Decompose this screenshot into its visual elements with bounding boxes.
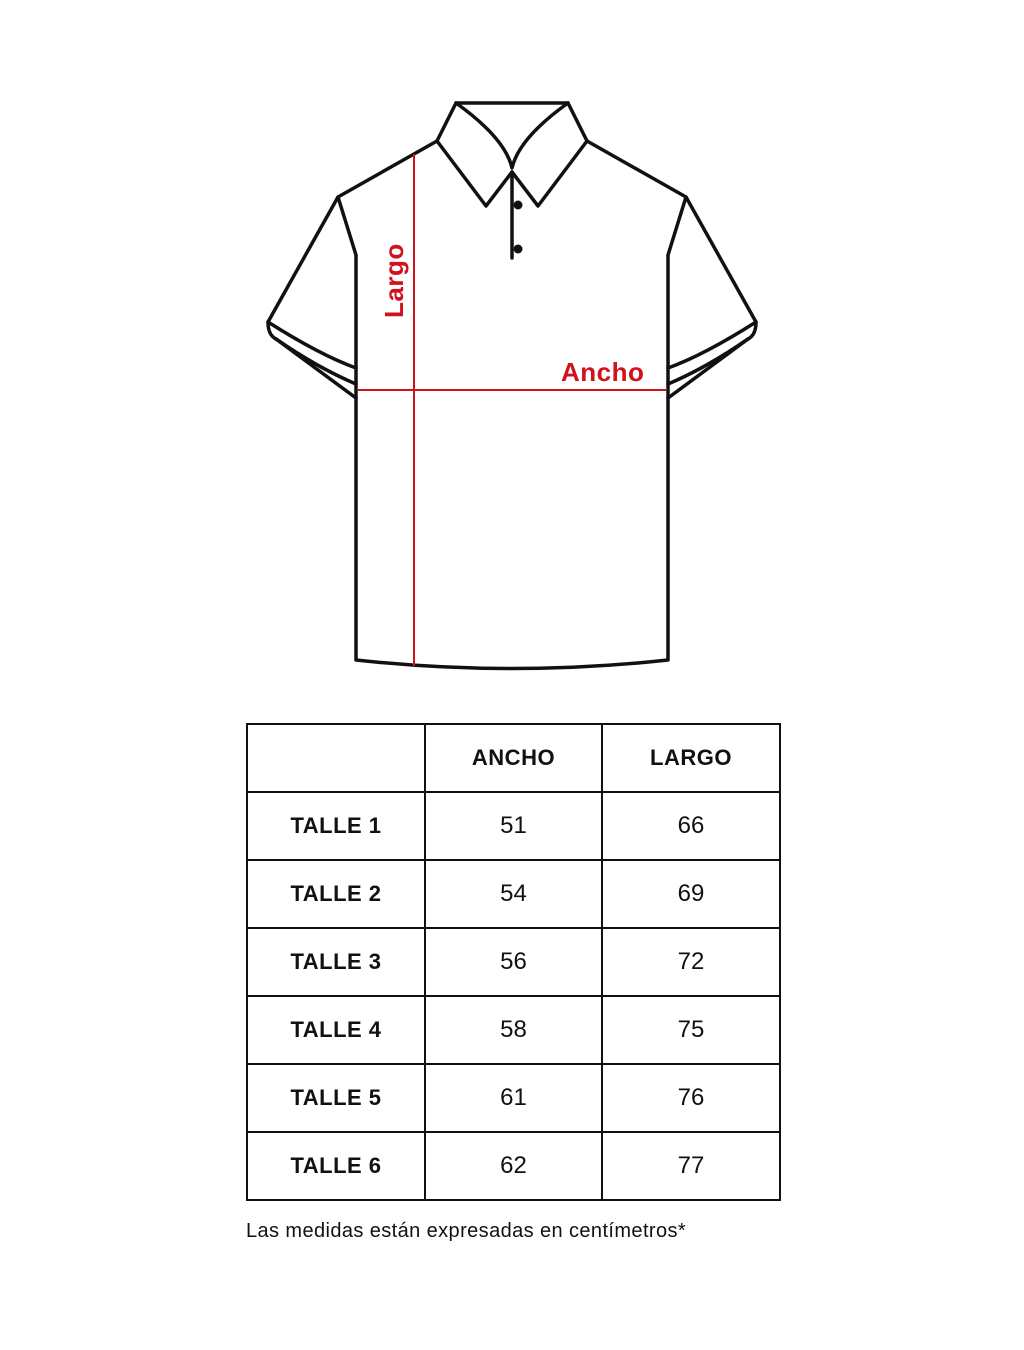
ancho-value: 62 (425, 1132, 602, 1200)
header-empty-cell (247, 724, 425, 792)
largo-value: 72 (602, 928, 780, 996)
polo-shirt-outline (268, 103, 756, 669)
largo-value: 66 (602, 792, 780, 860)
largo-label: Largo (379, 243, 409, 318)
size-label: TALLE 6 (247, 1132, 425, 1200)
largo-value: 75 (602, 996, 780, 1064)
placket-buttons (514, 201, 523, 254)
table-row (247, 792, 780, 860)
table-header-row (247, 724, 780, 792)
ancho-label: Ancho (561, 357, 645, 387)
largo-value: 76 (602, 1064, 780, 1132)
ancho-value: 54 (425, 860, 602, 928)
size-label: TALLE 4 (247, 996, 425, 1064)
units-footnote: Las medidas están expresadas en centímetros* (246, 1220, 687, 1242)
largo-value: 77 (602, 1132, 780, 1200)
ancho-value: 56 (425, 928, 602, 996)
header-ancho: ANCHO (425, 724, 602, 792)
size-table (246, 723, 781, 1201)
ancho-value: 58 (425, 996, 602, 1064)
table-row (247, 1064, 780, 1132)
size-label: TALLE 1 (247, 792, 425, 860)
table-row (247, 928, 780, 996)
size-label: TALLE 3 (247, 928, 425, 996)
ancho-value: 51 (425, 792, 602, 860)
button-dot (514, 201, 523, 210)
table-row (247, 860, 780, 928)
button-dot (514, 245, 523, 254)
table-row (247, 996, 780, 1064)
ancho-value: 61 (425, 1064, 602, 1132)
largo-value: 69 (602, 860, 780, 928)
size-label: TALLE 5 (247, 1064, 425, 1132)
size-label: TALLE 2 (247, 860, 425, 928)
header-largo: LARGO (602, 724, 780, 792)
table-row (247, 1132, 780, 1200)
